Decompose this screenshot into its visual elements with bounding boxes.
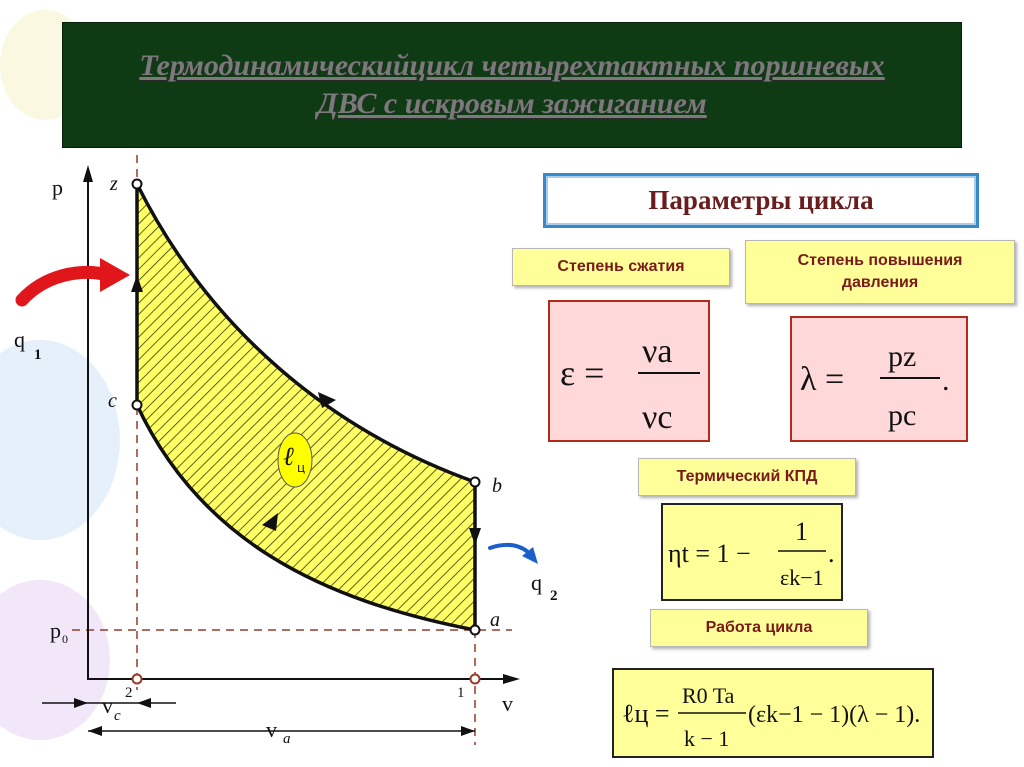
va-label: v [266,717,277,742]
heat-in-arrow [22,272,108,300]
work-numerator: R0 Ta [682,683,735,708]
eta-lhs: ηt = 1 − [668,539,751,568]
tick-2-marker [133,675,142,684]
pressure-ratio-label: Степень повышения давления [745,240,1015,304]
work-denominator: k − 1 [684,726,730,751]
work-formula-lhs: ℓц = [622,699,670,728]
tick-2-label: 2 [125,685,133,701]
slide-title: Термодинамическийцикл четырехтактных поршневых ДВС с искровым зажиганием [139,49,885,120]
point-c-label: c [108,390,117,412]
heat-in-arrowhead [100,258,130,292]
cycle-work-label: Работа цикла [650,609,868,647]
work-symbol-sub: ц [297,461,306,475]
axis-p-label: p [52,175,63,200]
point-z-label: z [110,173,118,195]
heat-in-label: q [14,327,25,352]
lambda-denominator: pc [888,399,917,432]
epsilon-lhs: ε = [560,353,605,393]
point-c-marker [133,401,142,410]
p0-sub: 0 [62,632,68,646]
point-b-label: b [492,475,502,497]
epsilon-denominator: νc [642,399,673,436]
eta-period: . [828,539,835,568]
point-a-label: a [490,609,500,631]
lambda-period: . [942,364,950,397]
v-axis-arrowhead [503,674,520,684]
va-dimension-arrow-right [461,726,475,736]
efficiency-label: Термический КПД [638,458,856,496]
epsilon-numerator: νa [642,333,673,370]
compression-ratio-label: Степень сжатия [512,248,730,286]
parameters-header: Параметры цикла [543,173,979,228]
eta-denominator: εk−1 [780,565,824,590]
vc-dimension-arrow-left [74,698,88,708]
point-b-marker [471,478,480,487]
tick-1-marker [471,675,480,684]
point-a-marker [471,626,480,635]
p-axis-arrowhead [83,165,93,182]
work-symbol: ℓ [283,442,294,472]
heat-out-label: q [531,570,542,595]
lambda-lhs: λ = [800,361,845,398]
heat-out-sub: 2 [550,588,558,604]
tick-1-label: 1 [457,685,465,701]
vc-label: v [102,693,113,718]
heat-out-arrow [490,545,528,552]
lambda-numerator: pz [888,340,917,373]
vc-dimension-arrow-right [137,698,151,708]
vc-sub: c [114,708,121,724]
heat-in-sub: 1 [34,347,42,363]
point-z-marker [133,180,142,189]
axis-v-label: v [502,691,513,716]
cycle-area [137,184,475,630]
va-sub: a [283,731,291,747]
p0-label: p [50,618,61,643]
eta-numerator: 1 [795,517,808,546]
va-dimension-arrow-left [88,726,102,736]
work-formula-rhs: (εk−1 − 1)(λ − 1). [748,702,921,728]
